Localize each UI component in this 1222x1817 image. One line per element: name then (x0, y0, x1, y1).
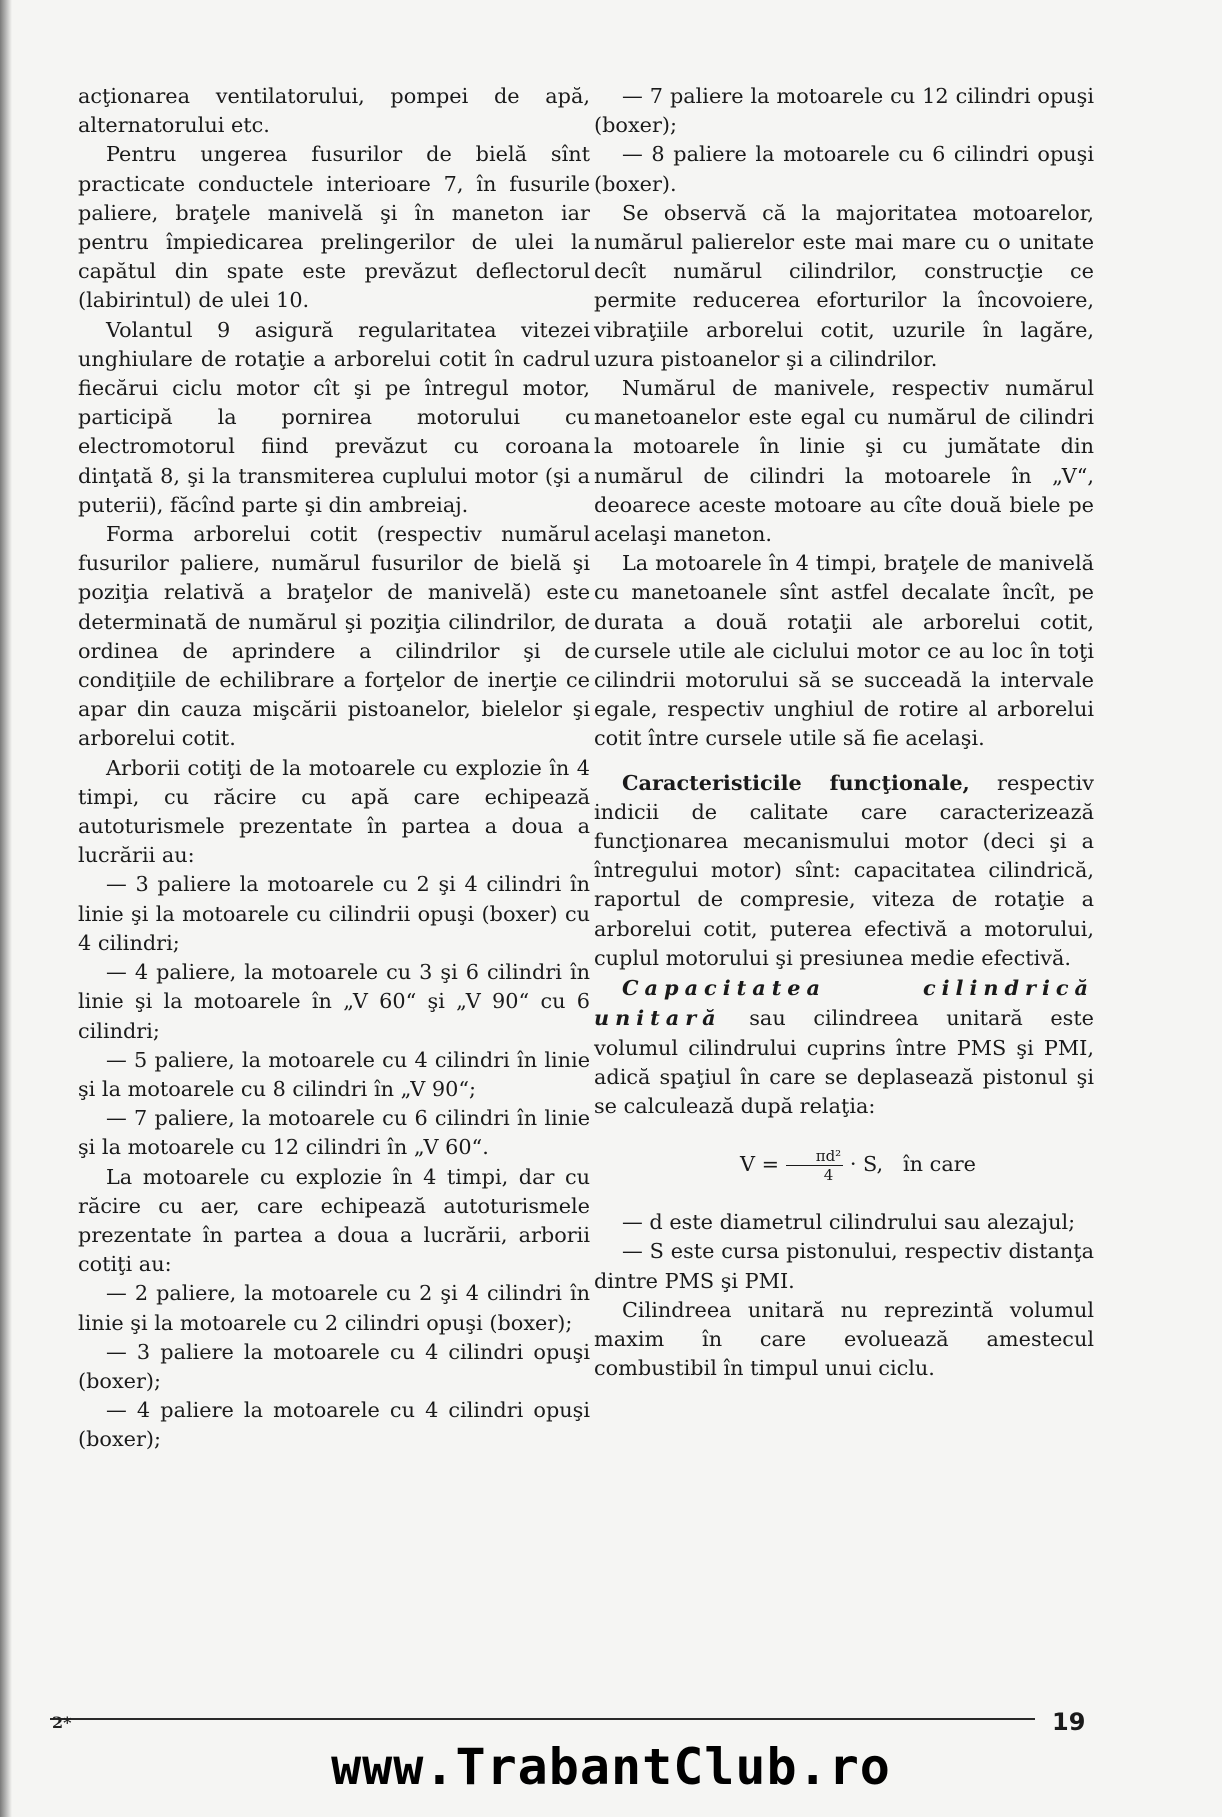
footer-rule (50, 1718, 1035, 1720)
paragraph-text: respectiv indicii de calitate care caracterizează funcţionarea mecanismului motor (deci şi a întregului motor) sînt: capacitatea cilindrică, raportul de compresie, viteza de rotaţie a arborelui cotit, puterea efectivă a motorului, cuplul motorului şi presiunea medie efectivă. (594, 770, 1095, 970)
paragraph: La motoarele în 4 timpi, braţele de manivelă cu manetoanele sînt astfel decalate încît, pe durata a două rotaţii ale arborelui cotit, cursele utile ale ciclului motor ce au loc în toţi cilindrii motorului să se succeadă la intervale egale, respectiv unghiul de rotire al arborelui cotit între cursele utile să fie acelaşi. (594, 551, 1094, 751)
list-item: — 4 paliere, la motoarele cu 3 şi 6 cilindri în linie şi la motoarele în „V 60“ şi „V 90“ cu 6 cilindri; (78, 960, 590, 1043)
list-item: — 4 paliere la motoarele cu 4 cilindri opuşi (boxer); (78, 1398, 590, 1452)
paragraph-functional-characteristics (594, 768, 1094, 973)
paragraph: Se observă că la majoritatea motoarelor, numărul palierelor este mai mare cu o unitate decît numărul cilindrilor, construcţie ce permite reducerea eforturilor la încovoiere, vibraţiile arborelui cotit, uzurile în lagăre, uzura pistoanelor şi a cilindrilor. (594, 200, 1094, 371)
paragraph: Cilindreea unitară nu reprezintă volumul maxim în care evoluează amestecul combustibil în timpul unui ciclu. (594, 1297, 1094, 1381)
paragraph: Volantul 9 asigură regularitatea vitezei unghiulare de rotaţie a arborelui cotit în cadrul fiecărui ciclu motor cît şi pe întregul motor, participă la pornirea motorului cu electromotorul fiind prevăzut cu coroana dinţată 8, şi la transmiterea cuplului motor (şi a puterii), făcînd parte şi din ambreiaj. (78, 317, 590, 517)
list-item: — d este diametrul cilindrului sau alezajul; (622, 1210, 1076, 1235)
page-edge-shadow (0, 0, 12, 1817)
formula-lhs: V = (740, 1152, 780, 1177)
signature-mark: 2* (52, 1713, 72, 1732)
paragraph-cylinder-capacity (594, 973, 1094, 1121)
formula-note: în care (903, 1152, 976, 1177)
paragraph: acţionarea ventilatorului, pompei de apă, alternatorului etc. (78, 84, 590, 138)
list-item: — 7 paliere, la motoarele cu 6 cilindri în linie şi la motoarele cu 12 cilindri în „V 60“. (78, 1106, 590, 1160)
paragraph-text: sau cilindreea unitară este volumul cilindrului cuprins între PMS şi PMI, adică spaţiul în care se deplasează pistonul şi se calculează după relaţia: (594, 1006, 1094, 1118)
formula-rhs: · S, (849, 1152, 884, 1177)
list-item: — 5 paliere, la motoarele cu 4 cilindri în linie şi la motoarele cu 8 cilindri în „V 90“; (78, 1047, 590, 1101)
list-item: — S este cursa pistonului, respectiv distanţa dintre PMS şi PMI. (594, 1239, 1094, 1293)
page-number: 19 (1052, 1708, 1086, 1736)
term-heading: Capacitatea cilindrică unitară (594, 975, 1094, 1031)
fraction-numerator: πd² (786, 1147, 843, 1166)
fraction-denominator: 4 (823, 1166, 834, 1185)
paragraph: La motoarele cu explozie în 4 timpi, dar cu răcire cu aer, care echipează autoturismele prezentate în partea a doua a lucrării, arborii cotiţi au: (78, 1164, 590, 1277)
list-item: — 8 paliere la motoarele cu 6 cilindri opuşi (boxer). (594, 142, 1094, 196)
list-item: — 7 paliere la motoarele cu 12 cilindri opuşi (boxer); (594, 84, 1094, 138)
paragraph: Arborii cotiţi de la motoarele cu explozie în 4 timpi, cu răcire cu apă care echipează autoturismele prezentate în partea a doua a lucrării au: (78, 755, 590, 868)
volume-formula (594, 1147, 1094, 1184)
paragraph: Numărul de manivele, respectiv numărul manetoanelor este egal cu numărul de cilindri la motoarele în linie şi cu jumătate din numărul de cilindri la motoarele în „V“, deoarece aceste motoare au cîte două biele pe acelaşi maneton. (594, 376, 1094, 547)
left-text-column (78, 82, 590, 1455)
paragraph: Pentru ungerea fusurilor de bielă sînt practicate conductele interioare 7, în fusurile paliere, braţele manivelă şi în maneton iar pentru împiedicarea prelingerilor de ulei la capătul din spate este prevăzut deflectorul (labirintul) de ulei 10. (78, 142, 590, 313)
list-item: — 3 paliere la motoarele cu 2 şi 4 cilindri în linie şi la motoarele cu cilindrii opuşi (boxer) cu 4 cilindri; (78, 872, 590, 955)
section-heading: Caracteristicile funcţionale, (622, 769, 970, 795)
formula-fraction (786, 1147, 843, 1184)
list-item: — 3 paliere la motoarele cu 4 cilindri opuşi (boxer); (78, 1339, 590, 1393)
right-text-column (594, 82, 1094, 1383)
list-item: — 2 paliere, la motoarele cu 2 şi 4 cilindri în linie şi la motoarele cu 2 cilindri opuşi (boxer); (78, 1281, 590, 1335)
watermark-url: www.TrabantClub.ro (331, 1738, 891, 1796)
paragraph: Forma arborelui cotit (respectiv numărul fusurilor paliere, numărul fusurilor de bielă şi poziţia relativă a braţelor de manivelă) este determinată de numărul şi poziţia cilindrilor, de ordinea de aprindere a cilindrilor şi de condiţiile de echilibrare a forţelor de inerţie ce apar din cauza mişcării pistoanelor, bielelor şi arborelui cotit. (78, 522, 590, 751)
